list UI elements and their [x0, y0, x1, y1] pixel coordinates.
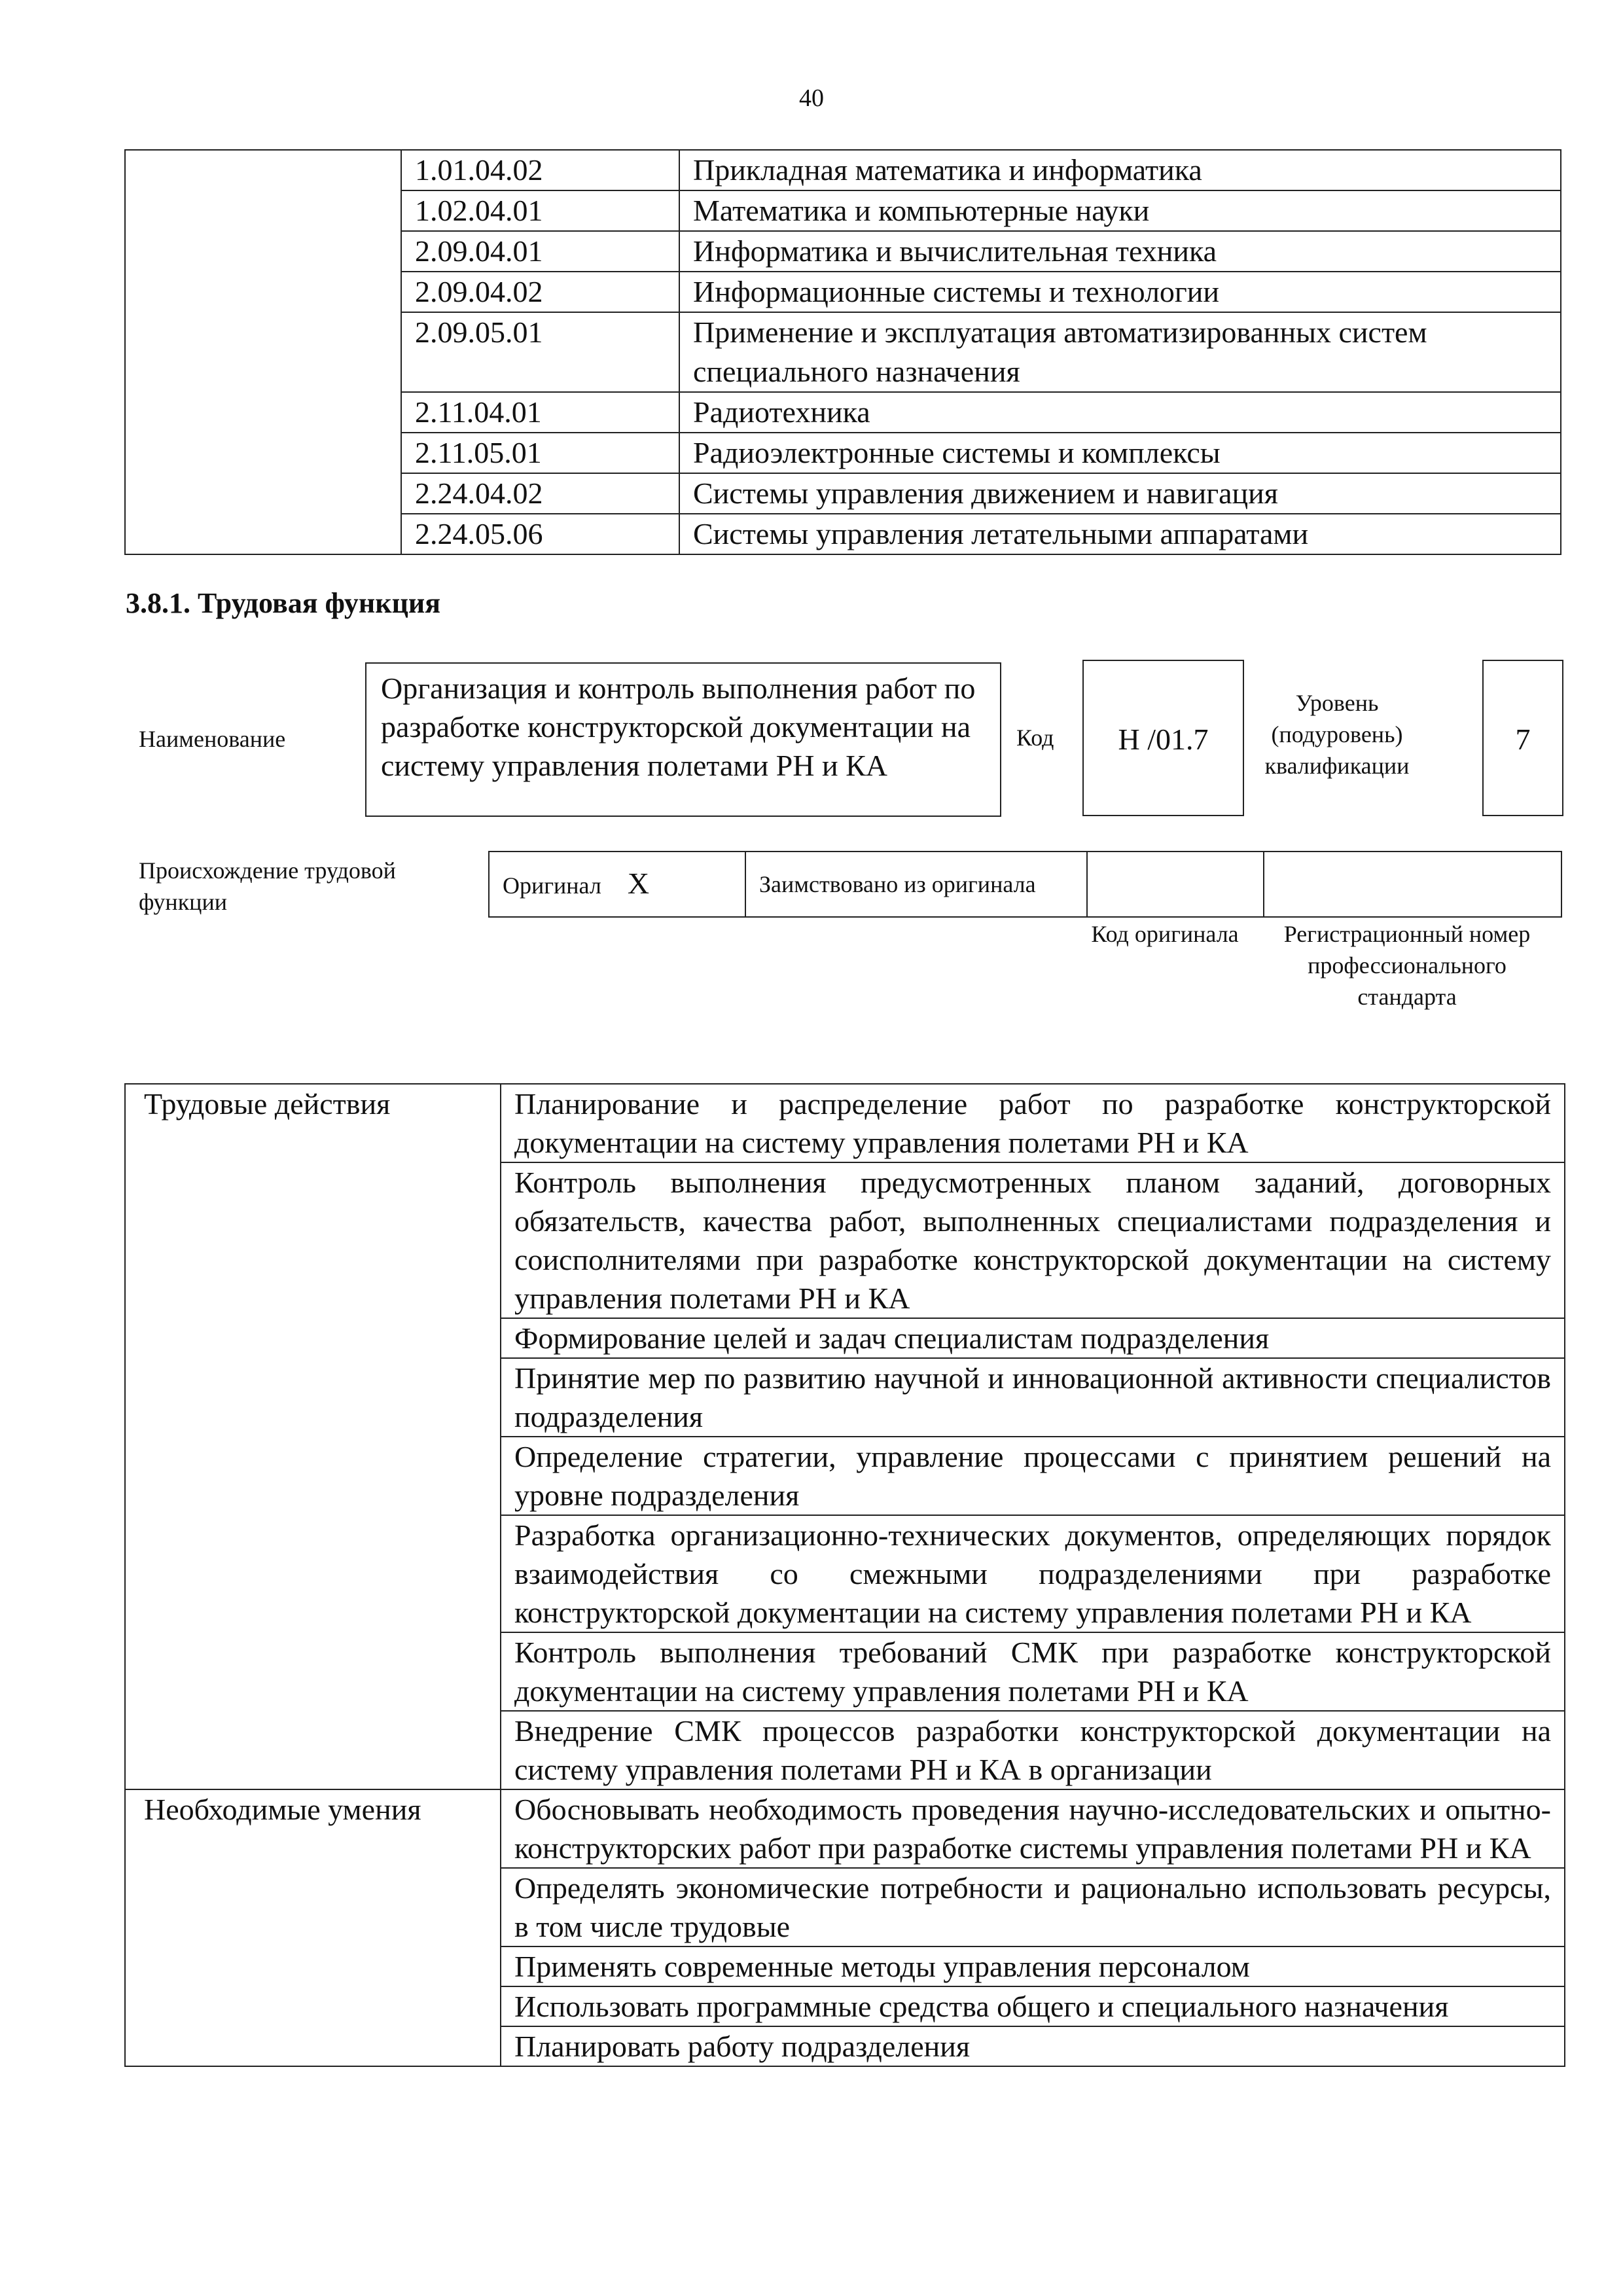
specialty-name: Информационные системы и технологии [679, 272, 1561, 312]
specialty-name: Применение и эксплуатация автоматизированных систем специального назначения [679, 312, 1561, 392]
qualification-level-box: 7 [1482, 660, 1563, 816]
skill-item: Планировать работу подразделения [501, 2026, 1565, 2066]
origin-label: Происхождение трудовой функции [139, 857, 396, 915]
reg-number-label: Регистрационный номер профессионального стандарта [1283, 921, 1531, 1010]
origin-table [488, 851, 1562, 918]
name-label: Наименование [139, 726, 286, 752]
labor-action-item: Внедрение СМК процессов разработки конструкторской документации на систему управления полетами РН и КА в организации [501, 1711, 1565, 1789]
table-row [489, 852, 1561, 917]
specialty-code: 1.02.04.01 [401, 190, 679, 231]
code-label: Код [1016, 725, 1054, 751]
specialty-code: 2.24.04.02 [401, 473, 679, 514]
labor-action-item: Определение стратегии, управление процессами с принятием решений на уровне подразделения [501, 1437, 1565, 1515]
function-name-box: Организация и контроль выполнения работ по разработке конструкторской документации на систему управления полетами РН и КА [365, 662, 1001, 817]
specialties-table [124, 149, 1561, 555]
table-row [125, 150, 1561, 190]
specialty-code: 2.11.05.01 [401, 433, 679, 473]
labor-actions-label: Трудовые действия [125, 1084, 501, 1789]
specialty-code: 1.01.04.02 [401, 150, 679, 190]
specialty-code: 2.09.05.01 [401, 312, 679, 392]
function-code-box: Н /01.7 [1082, 660, 1244, 816]
specialty-code: 2.24.05.06 [401, 514, 679, 554]
empty-cell [125, 150, 401, 554]
specialty-code: 2.09.04.02 [401, 272, 679, 312]
code-original-cell [1087, 852, 1264, 917]
specialty-name: Математика и компьютерные науки [679, 190, 1561, 231]
function-details-table [124, 1083, 1565, 2067]
labor-action-item: Разработка организационно-технических документов, определяющих порядок взаимодействия со смежными подразделениями при разработке конструкторской документации на систему управления полетами РН и КА [501, 1515, 1565, 1632]
specialty-code: 2.09.04.01 [401, 231, 679, 272]
code-original-label: Код оригинала [1091, 921, 1239, 947]
original-label: Оригинал [503, 872, 601, 899]
specialty-code: 2.11.04.01 [401, 392, 679, 433]
specialty-name: Прикладная математика и информатика [679, 150, 1561, 190]
specialty-name: Радиоэлектронные системы и комплексы [679, 433, 1561, 473]
reg-number-cell [1264, 852, 1561, 917]
skill-item: Применять современные методы управления персоналом [501, 1946, 1565, 1986]
original-cell [489, 852, 745, 917]
specialty-name: Системы управления движением и навигация [679, 473, 1561, 514]
required-skills-label: Необходимые умения [125, 1789, 501, 2066]
labor-action-item: Контроль выполнения требований СМК при разработке конструкторской документации на систему управления полетами РН и КА [501, 1632, 1565, 1711]
specialty-name: Радиотехника [679, 392, 1561, 433]
skill-item: Обосновывать необходимость проведения научно-исследовательских и опытно-конструкторских работ при разработке системы управления полетами РН и КА [501, 1789, 1565, 1868]
section-title: 3.8.1. Трудовая функция [126, 587, 441, 619]
page-number: 40 [799, 84, 824, 112]
skill-item: Определять экономические потребности и рационально использовать ресурсы, в том числе трудовые [501, 1868, 1565, 1946]
labor-action-item: Планирование и распределение работ по разработке конструкторской документации на систему управления полетами РН и КА [501, 1084, 1565, 1162]
specialty-name: Информатика и вычислительная техника [679, 231, 1561, 272]
labor-action-item: Контроль выполнения предусмотренных планом заданий, договорных обязательств, качества работ, выполненных специалистами подразделения и соисполнителями при разработке конструкторской документации на систему управления полетами РН и КА [501, 1162, 1565, 1318]
table-row [125, 1789, 1565, 1868]
labor-action-item: Принятие мер по развитию научной и инновационной активности специалистов подразделения [501, 1358, 1565, 1437]
qualification-level-label: Уровень (подуровень) квалификации [1264, 690, 1410, 779]
borrowed-cell: Заимствовано из оригинала [745, 852, 1087, 917]
original-mark: X [627, 866, 650, 900]
skill-item: Использовать программные средства общего и специального назначения [501, 1986, 1565, 2026]
specialty-name: Системы управления летательными аппаратами [679, 514, 1561, 554]
labor-action-item: Формирование целей и задач специалистам подразделения [501, 1318, 1565, 1358]
table-row [125, 1084, 1565, 1162]
